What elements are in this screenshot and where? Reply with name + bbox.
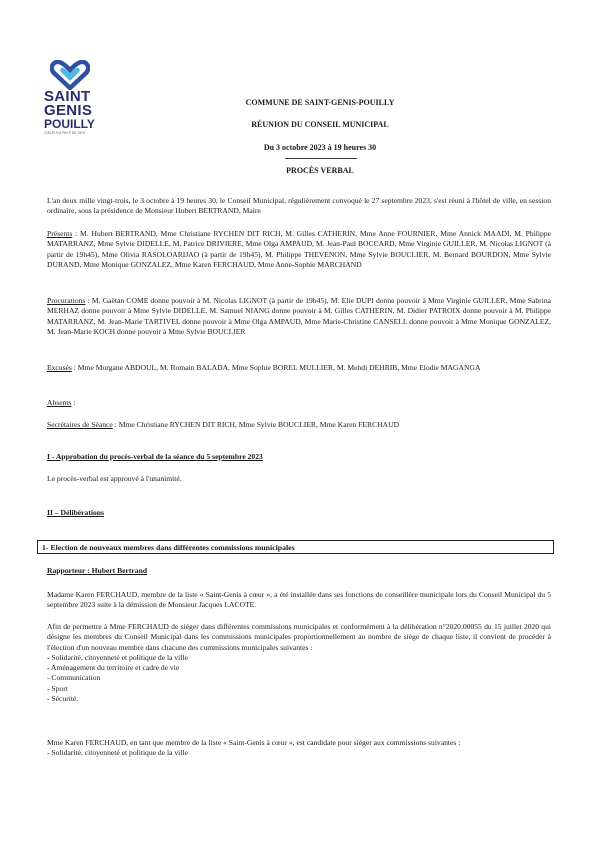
absents-paragraph: Absents : — [47, 398, 76, 407]
heart-logo-icon — [50, 60, 90, 90]
secretaires-paragraph: Secrétaires de Séance : Mme Christiane RYCHEN DIT RICH, Mme Sylvie BOUCLIER, Mme Karen FERCHAUD — [47, 420, 400, 429]
presents-paragraph: Présents : M. Hubert BERTRAND, Mme Christiane RYCHEN DIT RICH, M. Gilles CATHERIN, Mme Anne FOURNIER, Mme Annick MAADI, M. Philippe MATARRANZ, Mme Sylvie DIDELLE, M. Patrice DRIVIERE, Mme Olga AMPAUD, M. Jean-Paul BOCCARD, Mme Virginie GUILLER, M. Nicolas LIGNOT (à partir de 19h45), Mme Olivia RASOLOARIJAO (à partir de 19h45), M. Philippe THEVENON, Mme Sylvie BOUCLIER, M. Bernard BOURDON, Mme Sylvie DURAND, Mme Monique GONZALEZ, Mme Karen FERCHAUD, Mme Anne-Sophie MARCHAND — [47, 229, 551, 269]
logo-line-genis: GENIS — [44, 102, 93, 119]
section-approbation-title: I - Approbation du procès-verbal de la séance du 5 septembre 2023 — [47, 452, 263, 461]
list-item: - Solidarité, citoyenneté et politique de la ville — [47, 748, 188, 758]
list-item: - Sport — [47, 683, 68, 693]
document-title: PROCÈS VERBAL — [286, 166, 354, 175]
logo-tagline: CŒUR DU PAYS DE GEX — [44, 131, 86, 135]
list-item: - Sécurité. — [47, 694, 79, 704]
list-item: - Aménagement du territoire et cadre de vie — [47, 663, 180, 673]
item-1-paragraph-3: Mme Karen FERCHAUD, en tant que membre de la liste « Saint-Genis à cœur », est candidate pour siéger aux commissions suivantes : - Solidarité, citoyenneté et politique de la ville — [47, 738, 551, 759]
list-item: - Communication — [47, 673, 101, 683]
intro-paragraph: L'an deux mille vingt-trois, le 3 octobre à 19 heures 30, le Conseil Municipal, régulièrement convoqué le 27 septembre 2023, s'est réuni à l'hôtel de ville, en session ordinaire, sous la présidence de Monsieur Hubert BERTRAND, Maire — [47, 196, 551, 216]
logo-line-pouilly: POUILLY — [44, 117, 95, 131]
heading-divider — [285, 158, 357, 159]
meeting-date: Du 3 octobre 2023 à 19 heures 30 — [263, 143, 377, 152]
item-1-title-box: 1- Election de nouveaux membres dans différentes commissions municipales — [37, 540, 554, 554]
item-1-paragraph-2: Afin de permettre à Mme FERCHAUD de siéger dans différentes commissions municipales et conformément à la délibération n°2020.00055 du 15 juillet 2020 qui désigne les membres du Conseil Municipal dans les commissions municipales proportionnellement au nombre de siège de chaque liste, il convient de procéder à l'élection d'un nouveau membre dans chacune des commissions municipales suivantes : - Solidarité, citoyenneté et politique de la ville - Aménagement du territoire et cadre de vie - Communication - Sport - Sécurité. — [47, 622, 551, 704]
procurations-paragraph: Procurations : M. Gaëtan COME donne pouvoir à M. Nicolas LIGNOT (à partir de 19h45), M. Elie DUPI donne pouvoir à Mme Virginie GUILLER, Mme Sabrina MERHAZ donne pouvoir à Mme Sylvie DIDELLE, M. Samuel NIANG donne pouvoir à M. Gilles CATHERIN, M. Didier PATROIX donne pouvoir à M. Philippe MATARRANZ, M. Jean-Marie TARTIVEL donne pouvoir à Mme Olga AMPAUD, Mme Marie-Christine CANSELL donne pouvoir à Mme Monique GONZALEZ, M. Jean-Marie KOCH donne pouvoir à Mme Sylvie BOUCLIER — [47, 296, 551, 336]
list-item: - Solidarité, citoyenneté et politique de la ville — [47, 652, 188, 662]
commune-heading: COMMUNE DE SAINT-GENIS-POUILLY — [245, 98, 395, 107]
saint-genis-pouilly-logo — [44, 60, 104, 135]
approbation-text: Le procès-verbal est approuvé à l'unanimité. — [47, 474, 182, 483]
meeting-heading: RÉUNION DU CONSEIL MUNICIPAL — [251, 120, 389, 129]
rapporteur-line: Rapporteur : Hubert Bertrand — [47, 566, 148, 575]
logo-line-saint: SAINT — [44, 88, 91, 105]
excuses-paragraph: Excusés : Mme Morgane ABDOUL, M. Romain BALADA, Mme Sophie BOREL MULLIER, M. Mehdi DEHRIB, Mme Elodie MAGANGA — [47, 363, 481, 372]
section-deliberations-title: II – Délibérations — [47, 508, 104, 517]
item-1-paragraph-1: Madame Karen FERCHAUD, membre de la liste « Saint-Genis à cœur », a été installée dans ses fonctions de conseillère municipale lors du Conseil Municipal du 5 septembre 2023 suite à la démission de Monsieur Jacques LACOTE. — [47, 590, 551, 610]
